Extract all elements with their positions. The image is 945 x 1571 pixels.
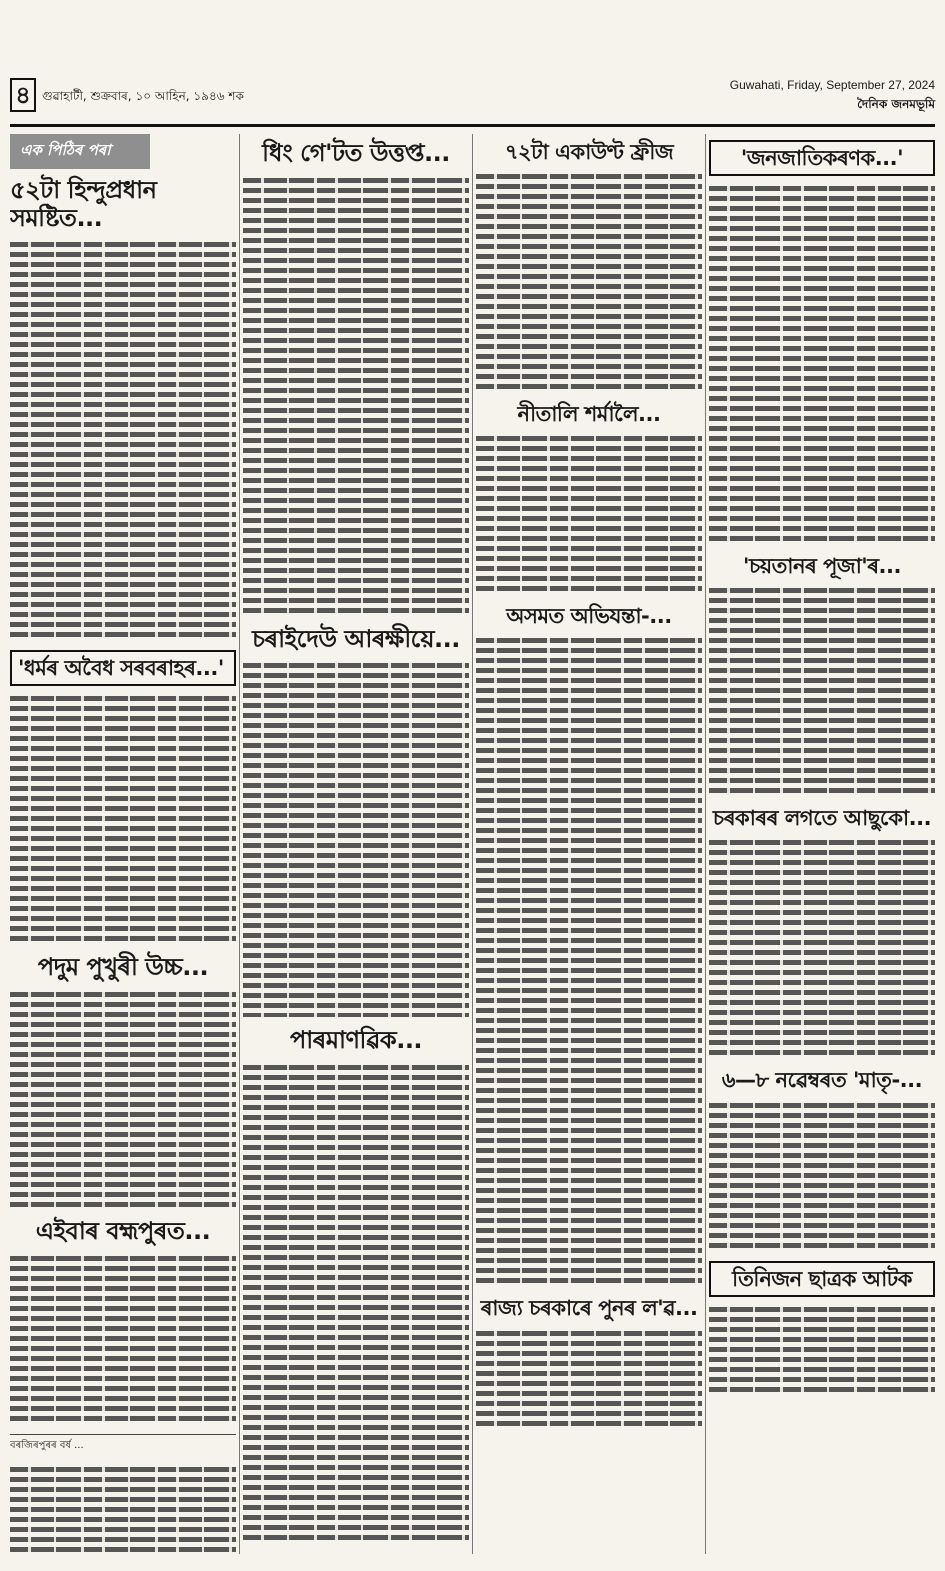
article-body xyxy=(709,184,935,544)
article-body xyxy=(10,990,236,1208)
article-body xyxy=(10,1465,236,1554)
article-body xyxy=(709,838,935,1058)
headline-nuclear: পাৰমাণৱিক... xyxy=(289,1026,423,1055)
article-body xyxy=(10,694,236,944)
column-3 xyxy=(476,134,702,1554)
column-divider xyxy=(239,134,240,1554)
paper-name: দৈনিক জনমভূমি xyxy=(857,97,935,111)
article-body xyxy=(243,176,469,616)
article-body xyxy=(709,586,935,796)
headline-with-govt: চৰকাৰৰ লগতে আছুকো... xyxy=(712,806,932,831)
headline-accounts-freeze: ৭২টা একাউণ্ট ফ্ৰীজ xyxy=(504,140,674,164)
column-2 xyxy=(243,134,469,1554)
section-tag: এক পিঠিৰ পৰা xyxy=(10,134,150,169)
headline-three-students: তিনিজন ছাত্ৰক আটক xyxy=(709,1261,935,1297)
article-body xyxy=(709,1305,935,1395)
headline-satan-puja: 'চয়তানৰ পূজা'ৰ... xyxy=(743,554,901,579)
masthead xyxy=(10,70,935,122)
headline-hindu-constituencies: ৫২টা হিন্দুপ্ৰধান সমষ্টিত... xyxy=(10,176,157,232)
dateline-assamese: গুৱাহাটী, শুক্ৰবাৰ, ১০ আহিন, ১৯৪৬ শক xyxy=(42,89,244,103)
headline-state-govt: ৰাজ্য চৰকাৰে পুনৰ ল'ৱ... xyxy=(480,1296,698,1321)
headline-nitali-sharma: নীতালি শৰ্মালৈ... xyxy=(517,402,661,427)
column-4 xyxy=(709,134,935,1554)
article-body xyxy=(476,636,702,1286)
header-rule xyxy=(10,124,935,127)
footnote: বৰজিৰপুৰৰ বৰ্ষ ... xyxy=(10,1434,236,1455)
headline-janajati: 'জনজাতিকৰণক...' xyxy=(709,140,935,176)
article-body xyxy=(476,434,702,594)
headline-brahmapur: এইবাৰ বহ্মপুৰত... xyxy=(35,1216,211,1245)
article-body xyxy=(10,1254,236,1424)
headline-padum-pukhuri: পদুম পুখুৰী উচ্চ... xyxy=(37,953,209,982)
article-body xyxy=(10,240,236,640)
article-body xyxy=(243,661,469,1017)
date-english: Guwahati, Friday, September 27, 2024 xyxy=(729,78,935,92)
column-divider xyxy=(472,134,473,1554)
article-body xyxy=(476,1329,702,1429)
headline-dhing-gate: ধিং গে'টত উত্তপ্ত... xyxy=(262,139,450,167)
headline-mother-day: ৬—৮ নৱেম্বৰত 'মাতৃ-... xyxy=(721,1068,923,1093)
headline-engineer-assam: অসমত অভিযন্তা-... xyxy=(506,604,672,629)
page-number: ৪ xyxy=(10,78,36,112)
article-body xyxy=(476,172,702,392)
article-body xyxy=(243,1063,469,1543)
column-1 xyxy=(10,134,236,1554)
column-divider xyxy=(705,134,706,1554)
dateline-english xyxy=(730,78,935,116)
headline-illegal-supply: 'ধৰ্মৰ অবৈধ সৰবৰাহৰ...' xyxy=(10,650,236,686)
headline-charaideo-police: চৰাইদেউ আৰক্ষীয়ে... xyxy=(252,624,460,653)
article-body xyxy=(709,1101,935,1251)
